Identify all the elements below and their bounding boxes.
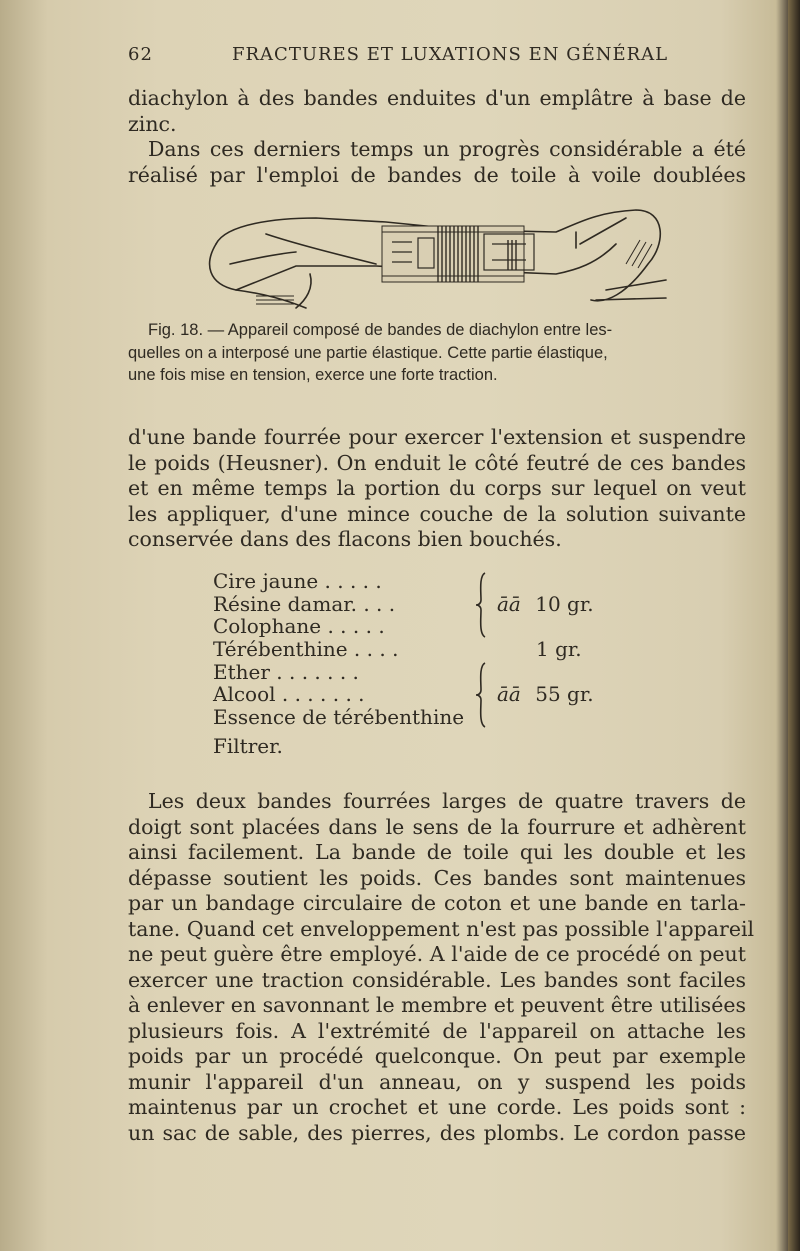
text-line: exercer une traction considérable. Les bandes sont faciles <box>128 967 746 992</box>
brace-group-1 <box>475 572 491 638</box>
text-line: le poids (Heusner). On enduit le côté feutré de ces bandes <box>128 450 746 475</box>
caption-line: quelles on a interposé une partie élastique. Cette partie élastique, <box>128 343 608 362</box>
text-line: dépasse soutient les poids. Ces bandes sont maintenues <box>128 865 746 890</box>
text-line: conservée dans des flacons bien bouchés. <box>128 527 562 551</box>
recipe-ingredient: Ether . . . . . . . <box>213 659 359 684</box>
text-line: un sac de sable, des pierres, des plombs. Le cordon passe <box>128 1120 746 1145</box>
single-quantity: 1 gr. <box>536 637 582 661</box>
text-line: Dans ces derniers temps un progrès considérable a été <box>148 137 746 161</box>
text-line: ainsi facilement. La bande de toile qui les double et les <box>128 840 746 864</box>
recipe-ingredient: Colophane . . . . . <box>213 614 385 639</box>
recipe-ingredient: Cire jaune . . . . . <box>213 569 382 593</box>
ana-abbreviation: āā <box>497 592 521 616</box>
paragraph-2 <box>128 137 746 188</box>
recipe-ingredient: Résine damar. . . . <box>213 591 396 616</box>
text-line: par un bandage circulaire de coton et une bande en tarla- <box>128 891 746 915</box>
caption-line: une fois mise en tension, exerce une forte traction. <box>128 366 498 384</box>
text-line: poids par un procédé quelconque. On peut par exemple <box>128 1044 746 1068</box>
intro-paragraph <box>128 86 746 137</box>
text-line: à enlever en savonnant le membre et peuvent être utilisées <box>128 993 746 1017</box>
page-edge <box>788 0 800 1251</box>
recipe-ingredient: Alcool . . . . . . . <box>213 682 365 707</box>
text-line: doigt sont placées dans le sens de la fourrure et adhèrent <box>128 814 746 839</box>
text-line: maintenus par un crochet et une corde. Les poids sont : <box>128 1095 746 1119</box>
recipe-ingredient: Essence de térébenthine <box>213 705 465 730</box>
recipe-instruction: Filtrer. <box>213 734 283 758</box>
text-line: d'une bande fourrée pour exercer l'extension et suspendre <box>128 425 746 449</box>
bandage-apparatus-illustration <box>196 204 674 322</box>
text-line: tane. Quand cet enveloppement n'est pas possible l'appareil <box>128 916 755 941</box>
text-line: diachylon à des bandes enduites d'un emplâtre à base de <box>128 86 746 110</box>
group-1-quantity <box>497 593 594 616</box>
quantity-value: 55 gr. <box>535 682 594 706</box>
recipe-list <box>213 570 633 729</box>
text-line: munir l'appareil d'un anneau, on y suspend les poids <box>128 1069 746 1094</box>
caption-line: Fig. 18. — Appareil composé de bandes de diachylon entre les- <box>148 321 613 339</box>
ana-abbreviation: āā <box>497 682 521 706</box>
text-line: les appliquer, d'une mince couche de la solution suivante <box>128 501 746 526</box>
chapter-title: FRACTURES ET LUXATIONS EN GÉNÉRAL <box>232 44 669 65</box>
group-2-quantity <box>497 683 594 706</box>
paragraph-4 <box>128 789 755 1146</box>
page-number: 62 <box>128 44 153 65</box>
paragraph-3 <box>128 425 746 553</box>
text-line: plusieurs fois. A l'extrémité de l'appareil on attache les <box>128 1018 746 1043</box>
quantity-value: 10 gr. <box>535 592 594 616</box>
recipe-ingredient: Térébenthine . . . . <box>213 637 399 662</box>
text-line: Les deux bandes fourrées larges de quatre travers de <box>148 789 746 813</box>
text-line: zinc. <box>128 111 177 136</box>
text-line: réalisé par l'emploi de bandes de toile à voile doublées <box>128 162 746 187</box>
brace-group-2 <box>475 662 491 728</box>
text-line: et en même temps la portion du corps sur lequel on veut <box>128 476 746 500</box>
running-head <box>128 44 748 72</box>
figure-caption <box>128 319 748 387</box>
text-line: ne peut guère être employé. A l'aide de ce procédé on peut <box>128 942 746 966</box>
